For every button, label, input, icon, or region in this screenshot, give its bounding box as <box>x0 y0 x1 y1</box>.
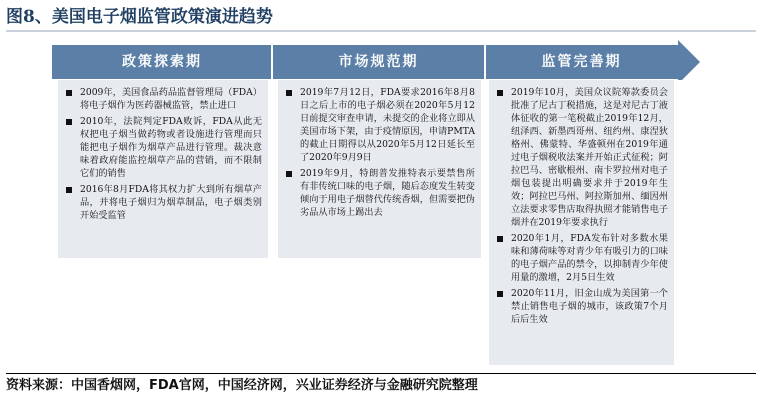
bullet-icon <box>66 90 72 96</box>
list-item <box>64 115 262 180</box>
list-item <box>495 287 668 326</box>
item-text: 2020年11月，旧金山成为美国第一个禁止销售电子烟的城市，该政策7个月后后生效 <box>511 288 668 325</box>
bullet-icon <box>497 90 503 96</box>
list-item <box>284 86 475 164</box>
item-text: 2020年1月，FDA发布针对多数水果味和薄荷味等对青少年有吸引力的口味的电子烟产品的禁令，以抑制青少年使用量的激增，2月5日生效 <box>511 233 668 283</box>
bullet-icon <box>497 291 503 297</box>
bullet-icon <box>497 236 503 242</box>
column-improvement <box>489 80 674 365</box>
list-item <box>64 86 262 112</box>
item-text: 2019年10月，美国众议院筹款委员会批准了尼古丁税措施，这是对尼古丁液体征收的第一笔税截止2019年12月，纽泽西、新墨西哥州、纽约州、康涅狄格州、佛蒙特、华盛顿州在2019年通过电子烟税收法案并开始正式征税；阿拉巴马、密歇根州、南卡罗拉州对电子烟包装提出明确要求并于2019年生效；阿拉巴马州、阿拉斯加州、缅因州立法要求零售店取得执照才能销售电子烟并在2019年要求执行 <box>511 87 668 228</box>
item-text: 2019年7月12日，FDA要求2016年8月8日之后上市的电子烟必须在2020年5月12日前提交审查申请，未提交的企业将立即从美国市场下架，由于疫情原因，申请PMTA的截止日期得以从2020年5月12日延长至了2020年9月9日 <box>300 87 475 163</box>
figure-title: 图8、美国电子烟监管政策演进趋势 <box>6 4 756 32</box>
list-item <box>284 167 475 219</box>
list-item <box>495 232 668 284</box>
column-header-regulation: 市场规范期 <box>338 54 419 70</box>
column-regulation <box>278 80 481 258</box>
bullet-icon <box>66 187 72 193</box>
column-header-exploration: 政策探索期 <box>122 54 202 70</box>
column-header-improvement: 监管完善期 <box>541 54 622 70</box>
item-text: 2009年，美国食品药品监督管理局（FDA）将电子烟作为医药器械监管，禁止进口 <box>80 87 262 111</box>
column-exploration <box>58 80 268 258</box>
list-item <box>495 86 668 229</box>
bullet-icon <box>66 119 72 125</box>
item-text: 2010年，法院判定FDA败诉，FDA从此无权把电子烟当做药物或者设施进行管理而只能把电子烟作为烟草产品进行管理。裁决意味着政府能监控烟草产品的营销，而不限制它们的销售 <box>80 116 262 179</box>
source-note: 资料来源：中国香烟网，FDA官网，中国经济网，兴业证券经济与金融研究院整理 <box>6 373 756 398</box>
bullet-icon <box>286 90 292 96</box>
list-item <box>64 183 262 222</box>
item-text: 2016年8月FDA将其权力扩大到所有烟草产品，并将电子烟归为烟草制品，电子烟类别开始受监管 <box>80 184 262 221</box>
bullet-icon <box>286 171 292 177</box>
item-text: 2019年9月，特朗普发推特表示要禁售所有非传统口味的电子烟，随后态度发生转变倾向于用电子烟替代传统香烟，但需要把伪劣品从市场上踢出去 <box>300 168 475 218</box>
